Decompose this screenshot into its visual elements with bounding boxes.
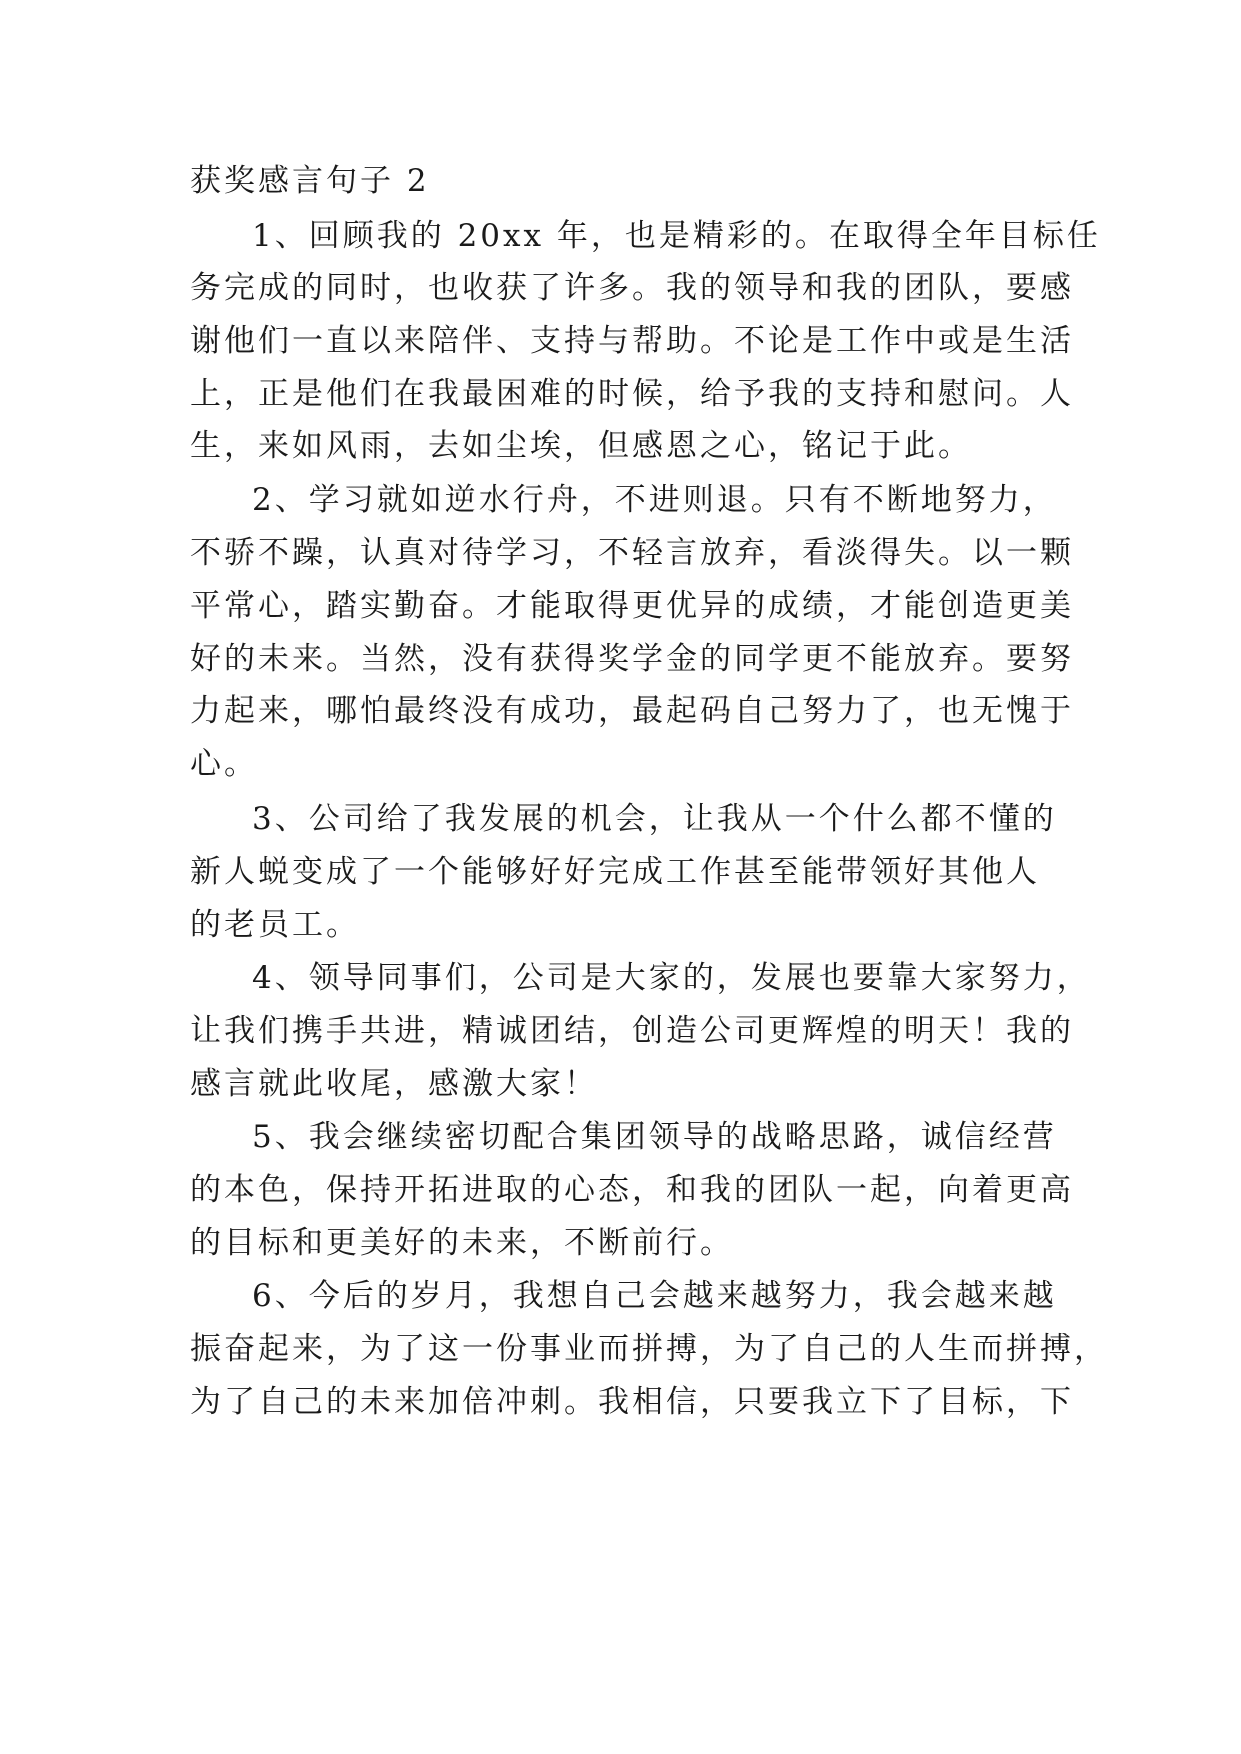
paragraph-2-line-4: 好的未来。当然，没有获得奖学金的同学更不能放弃。要努 [190, 641, 1074, 677]
paragraph-3-line-2: 新人蜕变成了一个能够好好完成工作甚至能带领好其他人 [190, 854, 1040, 890]
paragraph-2-line-3: 平常心，踏实勤奋。才能取得更优异的成绩，才能创造更美 [190, 588, 1074, 624]
paragraph-2-line-1: 2、学习就如逆水行舟，不进则退。只有不断地努力， [252, 482, 1057, 518]
paragraph-2-line-2: 不骄不躁，认真对待学习，不轻言放弃，看淡得失。以一颗 [190, 535, 1074, 571]
paragraph-1-line-4: 上，正是他们在我最困难的时候，给予我的支持和慰问。人 [190, 376, 1074, 412]
paragraph-4-line-3: 感言就此收尾，感激大家！ [190, 1066, 598, 1102]
paragraph-2-line-6: 心。 [190, 746, 258, 782]
paragraph-3-line-3: 的老员工。 [190, 907, 360, 943]
paragraph-5-line-3: 的目标和更美好的未来，不断前行。 [190, 1225, 734, 1261]
paragraph-1-line-2: 务完成的同时，也收获了许多。我的领导和我的团队，要感 [190, 270, 1074, 306]
document-title: 获奖感言句子 2 [190, 163, 430, 199]
paragraph-4-line-1: 4、领导同事们，公司是大家的，发展也要靠大家努力， [252, 960, 1091, 996]
paragraph-1-line-3: 谢他们一直以来陪伴、支持与帮助。不论是工作中或是生活 [190, 323, 1074, 359]
paragraph-6-line-1: 6、今后的岁月，我想自己会越来越努力，我会越来越 [252, 1278, 1057, 1314]
paragraph-4-line-2: 让我们携手共进，精诚团结，创造公司更辉煌的明天！我的 [190, 1013, 1074, 1049]
paragraph-1-line-5: 生，来如风雨，去如尘埃，但感恩之心，铭记于此。 [190, 428, 972, 464]
paragraph-3-line-1: 3、公司给了我发展的机会，让我从一个什么都不懂的 [252, 801, 1057, 837]
paragraph-5-line-1: 5、我会继续密切配合集团领导的战略思路，诚信经营 [252, 1119, 1057, 1155]
paragraph-2-line-5: 力起来，哪怕最终没有成功，最起码自己努力了，也无愧于 [190, 693, 1074, 729]
paragraph-5-line-2: 的本色，保持开拓进取的心态，和我的团队一起，向着更高 [190, 1172, 1074, 1208]
paragraph-6-line-3: 为了自己的未来加倍冲刺。我相信，只要我立下了目标，下 [190, 1384, 1074, 1420]
paragraph-6-line-2: 振奋起来，为了这一份事业而拼搏，为了自己的人生而拼搏， [190, 1331, 1108, 1367]
paragraph-1-line-1: 1、回顾我的 20xx 年，也是精彩的。在取得全年目标任 [252, 218, 1101, 254]
